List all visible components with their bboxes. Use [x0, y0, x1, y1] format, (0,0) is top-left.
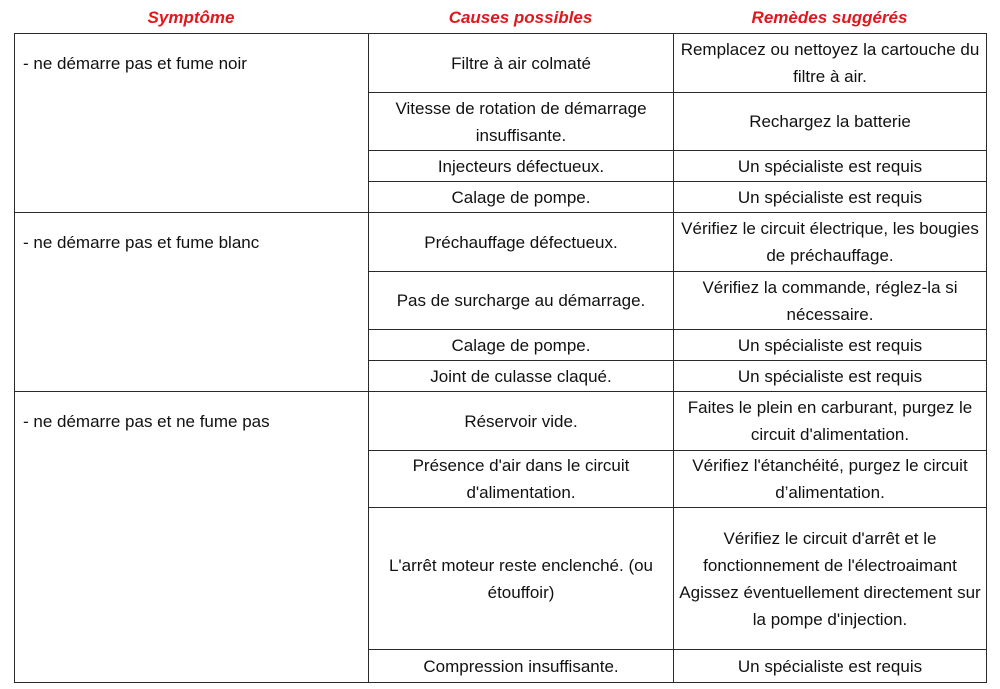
header-causes: Causes possibles: [448, 8, 593, 27]
remedy-cell: Vérifiez le circuit électrique, les bougies de préchauffage.: [674, 213, 987, 272]
remedy-cell: Vérifiez l'étanchéité, purgez le circuit d’alimentation.: [674, 451, 987, 508]
cause-cell: Injecteurs défectueux.: [369, 151, 674, 182]
table-row: [15, 392, 987, 451]
cause-cell: Présence d'air dans le circuit d'alimentation.: [369, 451, 674, 508]
symptom-cell: - ne démarre pas et fume noir: [15, 34, 369, 213]
remedy-cell: Un spécialiste est requis: [674, 330, 987, 361]
table-row: [15, 34, 987, 93]
cause-cell: Pas de surcharge au démarrage.: [369, 272, 674, 330]
remedy-cell: Vérifiez le circuit d'arrêt et le fonctionnement de l'électroaimant Agissez éventuellement directement sur la pompe d'injection.: [674, 508, 987, 650]
cause-cell: Vitesse de rotation de démarrage insuffisante.: [369, 93, 674, 151]
cause-cell: Calage de pompe.: [369, 330, 674, 361]
symptom-cell: - ne démarre pas et ne fume pas: [15, 392, 369, 683]
remedy-cell: Un spécialiste est requis: [674, 361, 987, 392]
troubleshooting-table: [14, 33, 987, 683]
symptom-cell: - ne démarre pas et fume blanc: [15, 213, 369, 392]
remedy-cell: Vérifiez la commande, réglez-la si nécessaire.: [674, 272, 987, 330]
cause-cell: Calage de pompe.: [369, 182, 674, 213]
header-symptom: Symptôme: [147, 8, 235, 27]
cause-cell: Filtre à air colmaté: [369, 34, 674, 93]
cause-cell: L'arrêt moteur reste enclenché. (ou étouffoir): [369, 508, 674, 650]
remedy-cell: Remplacez ou nettoyez la cartouche du filtre à air.: [674, 34, 987, 93]
header-remedies: Remèdes suggérés: [751, 8, 908, 27]
cause-cell: Compression insuffisante.: [369, 650, 674, 683]
table-row: [15, 213, 987, 272]
cause-cell: Préchauffage défectueux.: [369, 213, 674, 272]
cause-cell: Réservoir vide.: [369, 392, 674, 451]
remedy-cell: Un spécialiste est requis: [674, 182, 987, 213]
table-header-row: [14, 4, 986, 32]
cause-cell: Joint de culasse claqué.: [369, 361, 674, 392]
remedy-cell: Faites le plein en carburant, purgez le circuit d'alimentation.: [674, 392, 987, 451]
remedy-cell: Rechargez la batterie: [674, 93, 987, 151]
remedy-cell: Un spécialiste est requis: [674, 151, 987, 182]
remedy-cell: Un spécialiste est requis: [674, 650, 987, 683]
